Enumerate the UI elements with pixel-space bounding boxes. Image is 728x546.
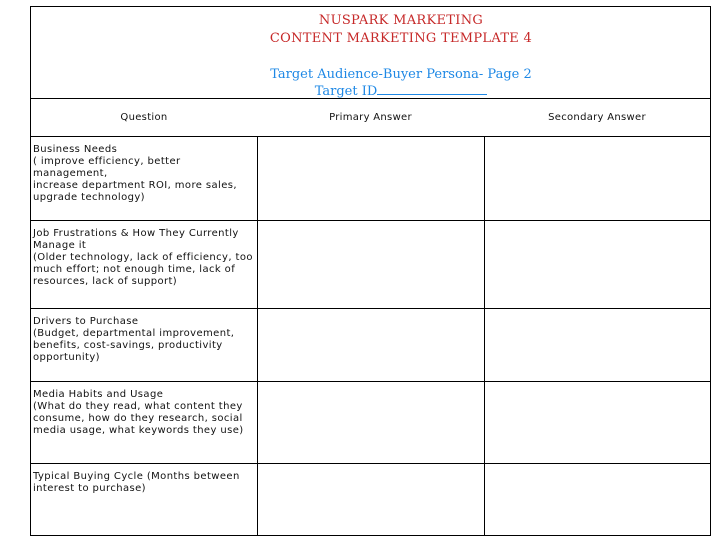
- table-row: [31, 137, 710, 221]
- question-line: (What do they read, what content they: [33, 401, 243, 412]
- table-row: [31, 309, 710, 382]
- question-cell: [33, 144, 253, 204]
- question-line: ( improve efficiency, better management,: [33, 156, 181, 179]
- primary-answer-cell[interactable]: [257, 221, 485, 308]
- question-line: Media Habits and Usage: [33, 389, 164, 400]
- primary-answer-cell[interactable]: [257, 309, 485, 381]
- primary-answer-cell[interactable]: [257, 464, 485, 536]
- question-line: Business Needs: [33, 144, 118, 155]
- question-line: Manage it: [33, 240, 87, 251]
- column-header-primary: Primary Answer: [329, 112, 412, 123]
- table-row: [31, 221, 710, 309]
- question-line: consume, how do they research, social: [33, 413, 243, 424]
- primary-answer-cell[interactable]: [257, 382, 485, 463]
- question-line: Drivers to Purchase: [33, 316, 139, 327]
- company-title: NUSPARK MARKETING: [318, 13, 484, 28]
- column-header-question: Question: [120, 112, 168, 123]
- header-area: [31, 7, 710, 98]
- template-title: CONTENT MARKETING TEMPLATE 4: [269, 31, 533, 46]
- primary-answer-cell[interactable]: [257, 137, 485, 220]
- question-line: Typical Buying Cycle (Months between: [33, 471, 240, 482]
- persona-table: [31, 98, 710, 536]
- question-line: resources, lack of support): [33, 276, 178, 287]
- question-cell: [33, 471, 253, 495]
- question-line: Job Frustrations & How They Currently: [33, 228, 239, 239]
- table-header-row: [31, 98, 710, 137]
- table-row: [31, 464, 710, 536]
- question-cell: [33, 389, 253, 437]
- question-line: increase department ROI, more sales,: [33, 180, 237, 191]
- template-sheet: [30, 6, 711, 536]
- question-line: upgrade technology): [33, 192, 145, 203]
- question-line: opportunity): [33, 352, 100, 363]
- column-header-secondary: Secondary Answer: [548, 112, 646, 123]
- question-line: benefits, cost-savings, productivity: [33, 340, 223, 351]
- target-id-blank[interactable]: [377, 83, 487, 95]
- question-line: much effort; not enough time, lack of: [33, 264, 236, 275]
- question-line: media usage, what keywords they use): [33, 425, 244, 436]
- question-line: (Older technology, lack of efficiency, too: [33, 252, 253, 263]
- secondary-answer-cell[interactable]: [484, 464, 711, 536]
- question-cell: [33, 228, 253, 288]
- question-line: interest to purchase): [33, 483, 146, 494]
- target-id-line: [121, 83, 681, 99]
- secondary-answer-cell[interactable]: [484, 382, 711, 463]
- question-line: (Budget, departmental improvement,: [33, 328, 235, 339]
- secondary-answer-cell[interactable]: [484, 137, 711, 220]
- secondary-answer-cell[interactable]: [484, 221, 711, 308]
- table-row: [31, 382, 710, 464]
- subtitle: Target Audience-Buyer Persona- Page 2: [270, 67, 532, 82]
- question-cell: [33, 316, 253, 364]
- secondary-answer-cell[interactable]: [484, 309, 711, 381]
- target-id-label: Target ID: [314, 84, 378, 99]
